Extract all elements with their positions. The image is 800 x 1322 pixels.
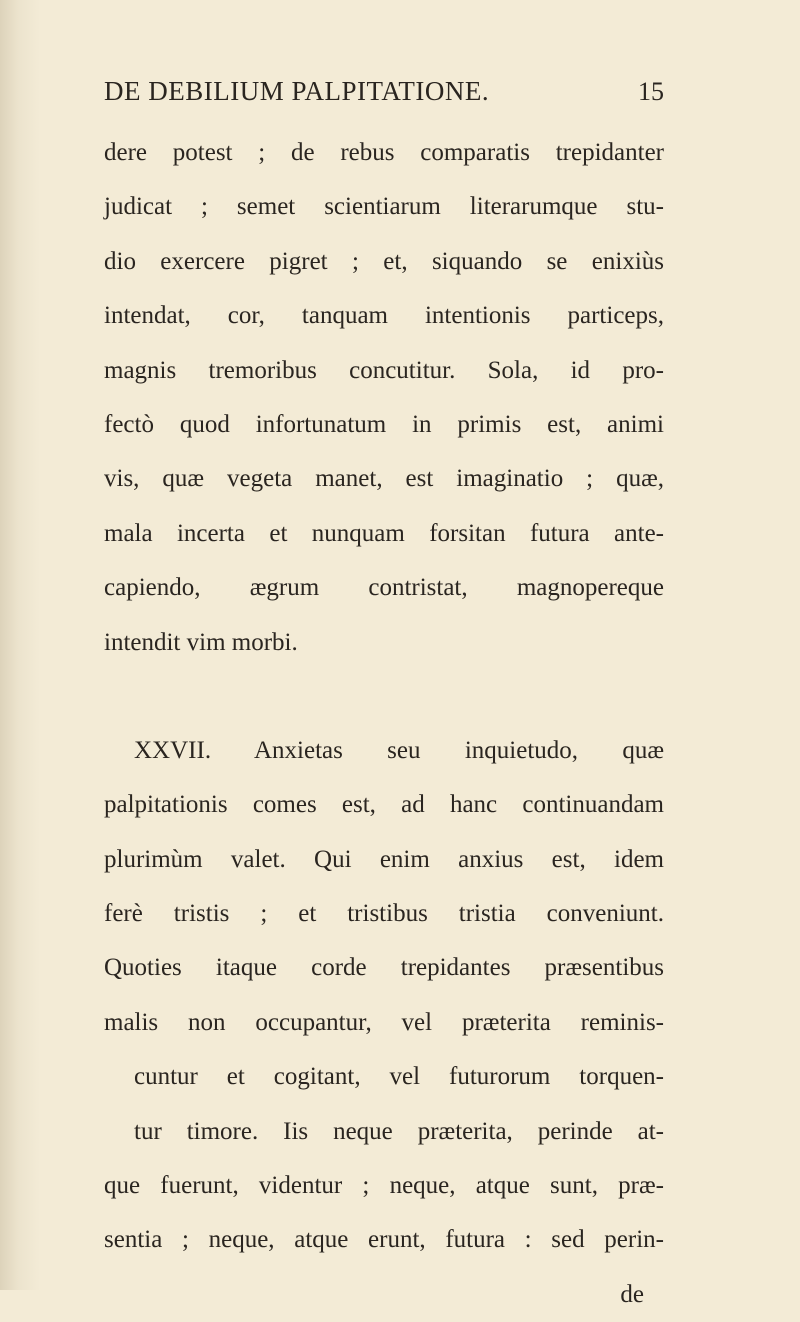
text-line: magnis tremoribus concutitur. Sola, id pro- — [104, 356, 664, 384]
catchword: de — [620, 1280, 644, 1308]
text-line: capiendo, ægrum contristat, magnopereque — [104, 574, 664, 602]
text-line: vis, quæ vegeta manet, est imaginatio ; quæ, — [104, 465, 664, 493]
text-line: sentia ; neque, atque erunt, futura : sed perin- — [104, 1226, 664, 1254]
text-line: tur timore. Iis neque præterita, perinde at- — [134, 1117, 664, 1145]
text-line: palpitationis comes est, ad hanc continuandam — [104, 791, 664, 819]
page-header — [104, 76, 664, 107]
body-text — [104, 126, 664, 1322]
text-line: mala incerta et nunquam forsitan futura ante- — [104, 519, 664, 547]
paragraph-2 — [104, 724, 664, 1268]
page-number: 15 — [638, 77, 664, 106]
text-line: cuntur et cogitant, vel futurorum torquen- — [134, 1063, 664, 1091]
text-line: XXVII. Anxietas seu inquietudo, quæ — [134, 736, 664, 764]
text-line: fectò quod infortunatum in primis est, animi — [104, 410, 664, 438]
paragraph-gap — [104, 670, 664, 724]
text-line: malis non occupantur, vel præterita reminis- — [104, 1008, 664, 1036]
text-line: plurimùm valet. Qui enim anxius est, idem — [104, 845, 664, 873]
text-line: dere potest ; de rebus comparatis trepidanter — [104, 139, 664, 166]
text-line: intendat, cor, tanquam intentionis particeps, — [104, 302, 664, 330]
text-line: ferè tristis ; et tristibus tristia conveniunt. — [104, 900, 664, 928]
text-line: intendit vim morbi. — [104, 628, 298, 656]
text-line: judicat ; semet scientiarum literarumque stu- — [104, 193, 664, 221]
text-line: dio exercere pigret ; et, siquando se enixiùs — [104, 247, 664, 275]
paragraph-1 — [104, 126, 664, 670]
running-head: DE DEBILIUM PALPITATIONE. — [104, 76, 490, 106]
text-line: que fuerunt, videntur ; neque, atque sunt, præ- — [104, 1172, 664, 1200]
text-line: Quoties itaque corde trepidantes præsentibus — [104, 954, 664, 982]
